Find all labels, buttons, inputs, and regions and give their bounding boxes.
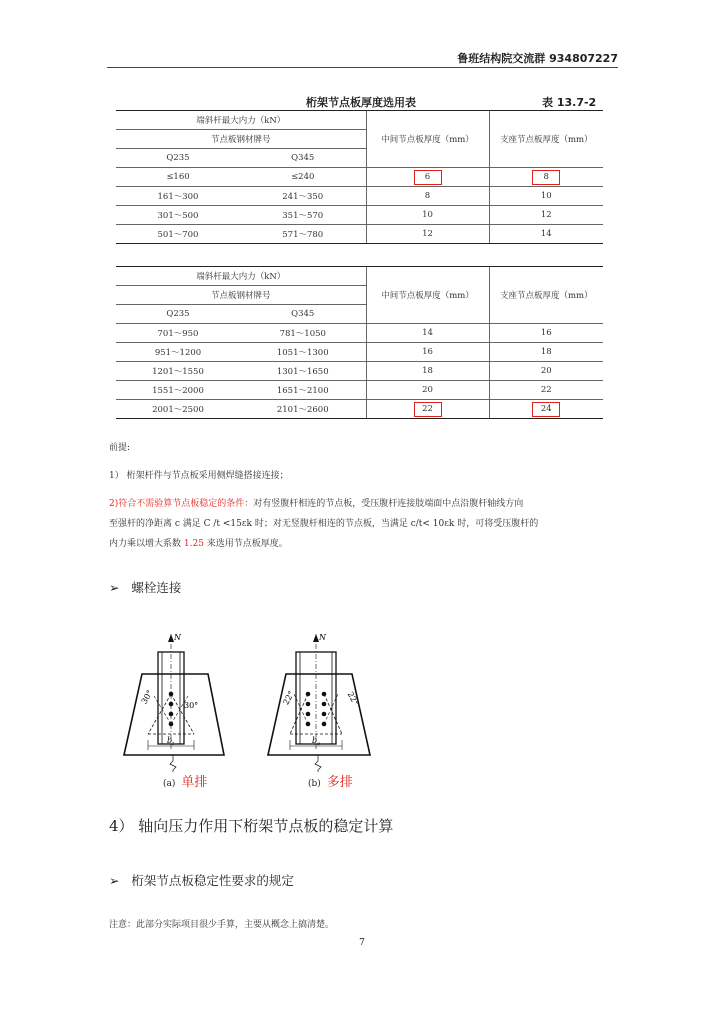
figure-multi-row	[266, 630, 376, 772]
label-n: N	[319, 633, 326, 642]
figure-single-row	[120, 630, 230, 772]
cell-sup: 14	[489, 225, 603, 244]
highlight-box: 6	[414, 170, 442, 185]
head-grade: 节点板钢材牌号	[116, 130, 366, 149]
highlight-box: 8	[532, 170, 560, 185]
caption-a-label: (a)	[163, 779, 176, 789]
cell-q345: 1651～2100	[240, 381, 366, 400]
premise-factor: 1.25	[183, 539, 204, 549]
head-force: 端斜杆最大内力（kN）	[116, 111, 366, 130]
cell-sup	[489, 400, 603, 419]
page-number: 7	[359, 938, 365, 948]
premise-line3-a: 内力乘以增大系数	[109, 539, 184, 549]
cell-q235: ≤160	[116, 168, 240, 187]
caption-a-red: 单排	[181, 775, 208, 790]
cell-sup	[489, 168, 603, 187]
cell-q345: 241～350	[240, 187, 366, 206]
col-q235: Q235	[116, 149, 240, 168]
section-stability	[109, 871, 294, 889]
cell-mid: 18	[366, 362, 489, 381]
cell-q345: 571～780	[240, 225, 366, 244]
label-n: N	[174, 633, 181, 642]
col-mid-head: 中间节点板厚度（mm）	[366, 267, 489, 324]
cell-sup: 22	[489, 381, 603, 400]
cell-q345: 1051～1300	[240, 343, 366, 362]
caption-b-label: (b)	[308, 779, 321, 789]
table-row	[116, 225, 603, 244]
bullet-icon: ➢	[109, 580, 120, 595]
cell-sup: 20	[489, 362, 603, 381]
head-grade: 节点板钢材牌号	[116, 286, 366, 305]
cell-q235: 701～950	[116, 324, 240, 343]
cell-q345: ≤240	[240, 168, 366, 187]
label-angle-left-mirror: 30°	[139, 688, 155, 706]
section-bolt	[109, 578, 181, 596]
table-row	[116, 187, 603, 206]
cell-q345: 351～570	[240, 206, 366, 225]
table-part1	[116, 110, 603, 244]
col-q345: Q345	[240, 305, 366, 324]
cell-mid	[366, 400, 489, 419]
caption-b	[308, 771, 353, 790]
col-sup-head: 支座节点板厚度（mm）	[489, 111, 603, 168]
premise-item1: 1） 桁架杆件与节点板采用侧焊缝搭接连接；	[109, 471, 289, 481]
cell-q235: 1551～2000	[116, 381, 240, 400]
caption-a	[163, 771, 207, 790]
cell-q345: 2101～2600	[240, 400, 366, 419]
highlight-box: 24	[532, 402, 560, 417]
cell-mid: 16	[366, 343, 489, 362]
caption-b-red: 多排	[326, 775, 353, 790]
head-force: 端斜杆最大内力（kN）	[116, 267, 366, 286]
cell-q235: 501～700	[116, 225, 240, 244]
table-number: 表 13.7-2	[542, 96, 597, 109]
table-row	[116, 343, 603, 362]
table-row	[116, 324, 603, 343]
col-q235: Q235	[116, 305, 240, 324]
page-header: 鲁班结构院交流群 934807227	[457, 52, 618, 65]
table-row	[116, 381, 603, 400]
cell-sup: 10	[489, 187, 603, 206]
premise-label: 前提:	[109, 443, 131, 453]
section-stability-title: 桁架节点板稳定性要求的规定	[131, 873, 294, 888]
section-4-heading: 4） 轴向压力作用下桁架节点板的稳定计算	[109, 817, 394, 835]
premise-item2-text: 对有竖腹杆相连的节点板，受压腹杆连接肢端面中点沿腹杆轴线方向	[253, 499, 524, 509]
cell-q235: 1201～1550	[116, 362, 240, 381]
col-sup-head: 支座节点板厚度（mm）	[489, 267, 603, 324]
col-q345: Q345	[240, 149, 366, 168]
premise-item2	[109, 494, 619, 514]
label-b-right: $b_e$	[312, 736, 321, 747]
cell-q235: 161～300	[116, 187, 240, 206]
cell-mid: 10	[366, 206, 489, 225]
table-part2	[116, 266, 603, 419]
label-b-left: $b_t$	[167, 736, 175, 747]
cell-mid: 8	[366, 187, 489, 206]
cell-q235: 951～1200	[116, 343, 240, 362]
note: 注意：此部分实际项目很少手算，主要从概念上搞清楚。	[109, 920, 335, 930]
table-row	[116, 400, 603, 419]
table-row	[116, 168, 603, 187]
bullet-icon: ➢	[109, 873, 120, 888]
premise-line3-b: 来选用节点板厚度。	[203, 539, 288, 549]
cell-mid: 14	[366, 324, 489, 343]
cell-sup: 18	[489, 343, 603, 362]
premise-item2-red: 2)符合不需验算节点板稳定的条件：	[109, 499, 254, 509]
premise-line2: 至强杆的净距离 c 满足 C /t <15εk 时；对无竖腹杆相连的节点板，当满足 c/t< 10εk 时，可将受压腹杆的	[109, 519, 539, 529]
cell-q235: 2001～2500	[116, 400, 240, 419]
label-angle-left: 30°	[184, 701, 199, 710]
cell-mid: 12	[366, 225, 489, 244]
premise-line3	[109, 534, 288, 554]
label-angle-right-mirror: 22°	[345, 690, 361, 708]
cell-sup: 16	[489, 324, 603, 343]
section-bolt-title: 螺栓连接	[131, 580, 182, 595]
col-mid-head: 中间节点板厚度（mm）	[366, 111, 489, 168]
cell-mid: 20	[366, 381, 489, 400]
highlight-box: 22	[414, 402, 442, 417]
cell-q235: 301～500	[116, 206, 240, 225]
table-title: 桁架节点板厚度选用表	[306, 96, 416, 109]
cell-mid	[366, 168, 489, 187]
cell-sup: 12	[489, 206, 603, 225]
header-rule	[107, 67, 618, 68]
label-angle-right: 22°	[281, 689, 297, 707]
table-row	[116, 362, 603, 381]
table-row	[116, 206, 603, 225]
cell-q345: 1301～1650	[240, 362, 366, 381]
cell-q345: 781～1050	[240, 324, 366, 343]
